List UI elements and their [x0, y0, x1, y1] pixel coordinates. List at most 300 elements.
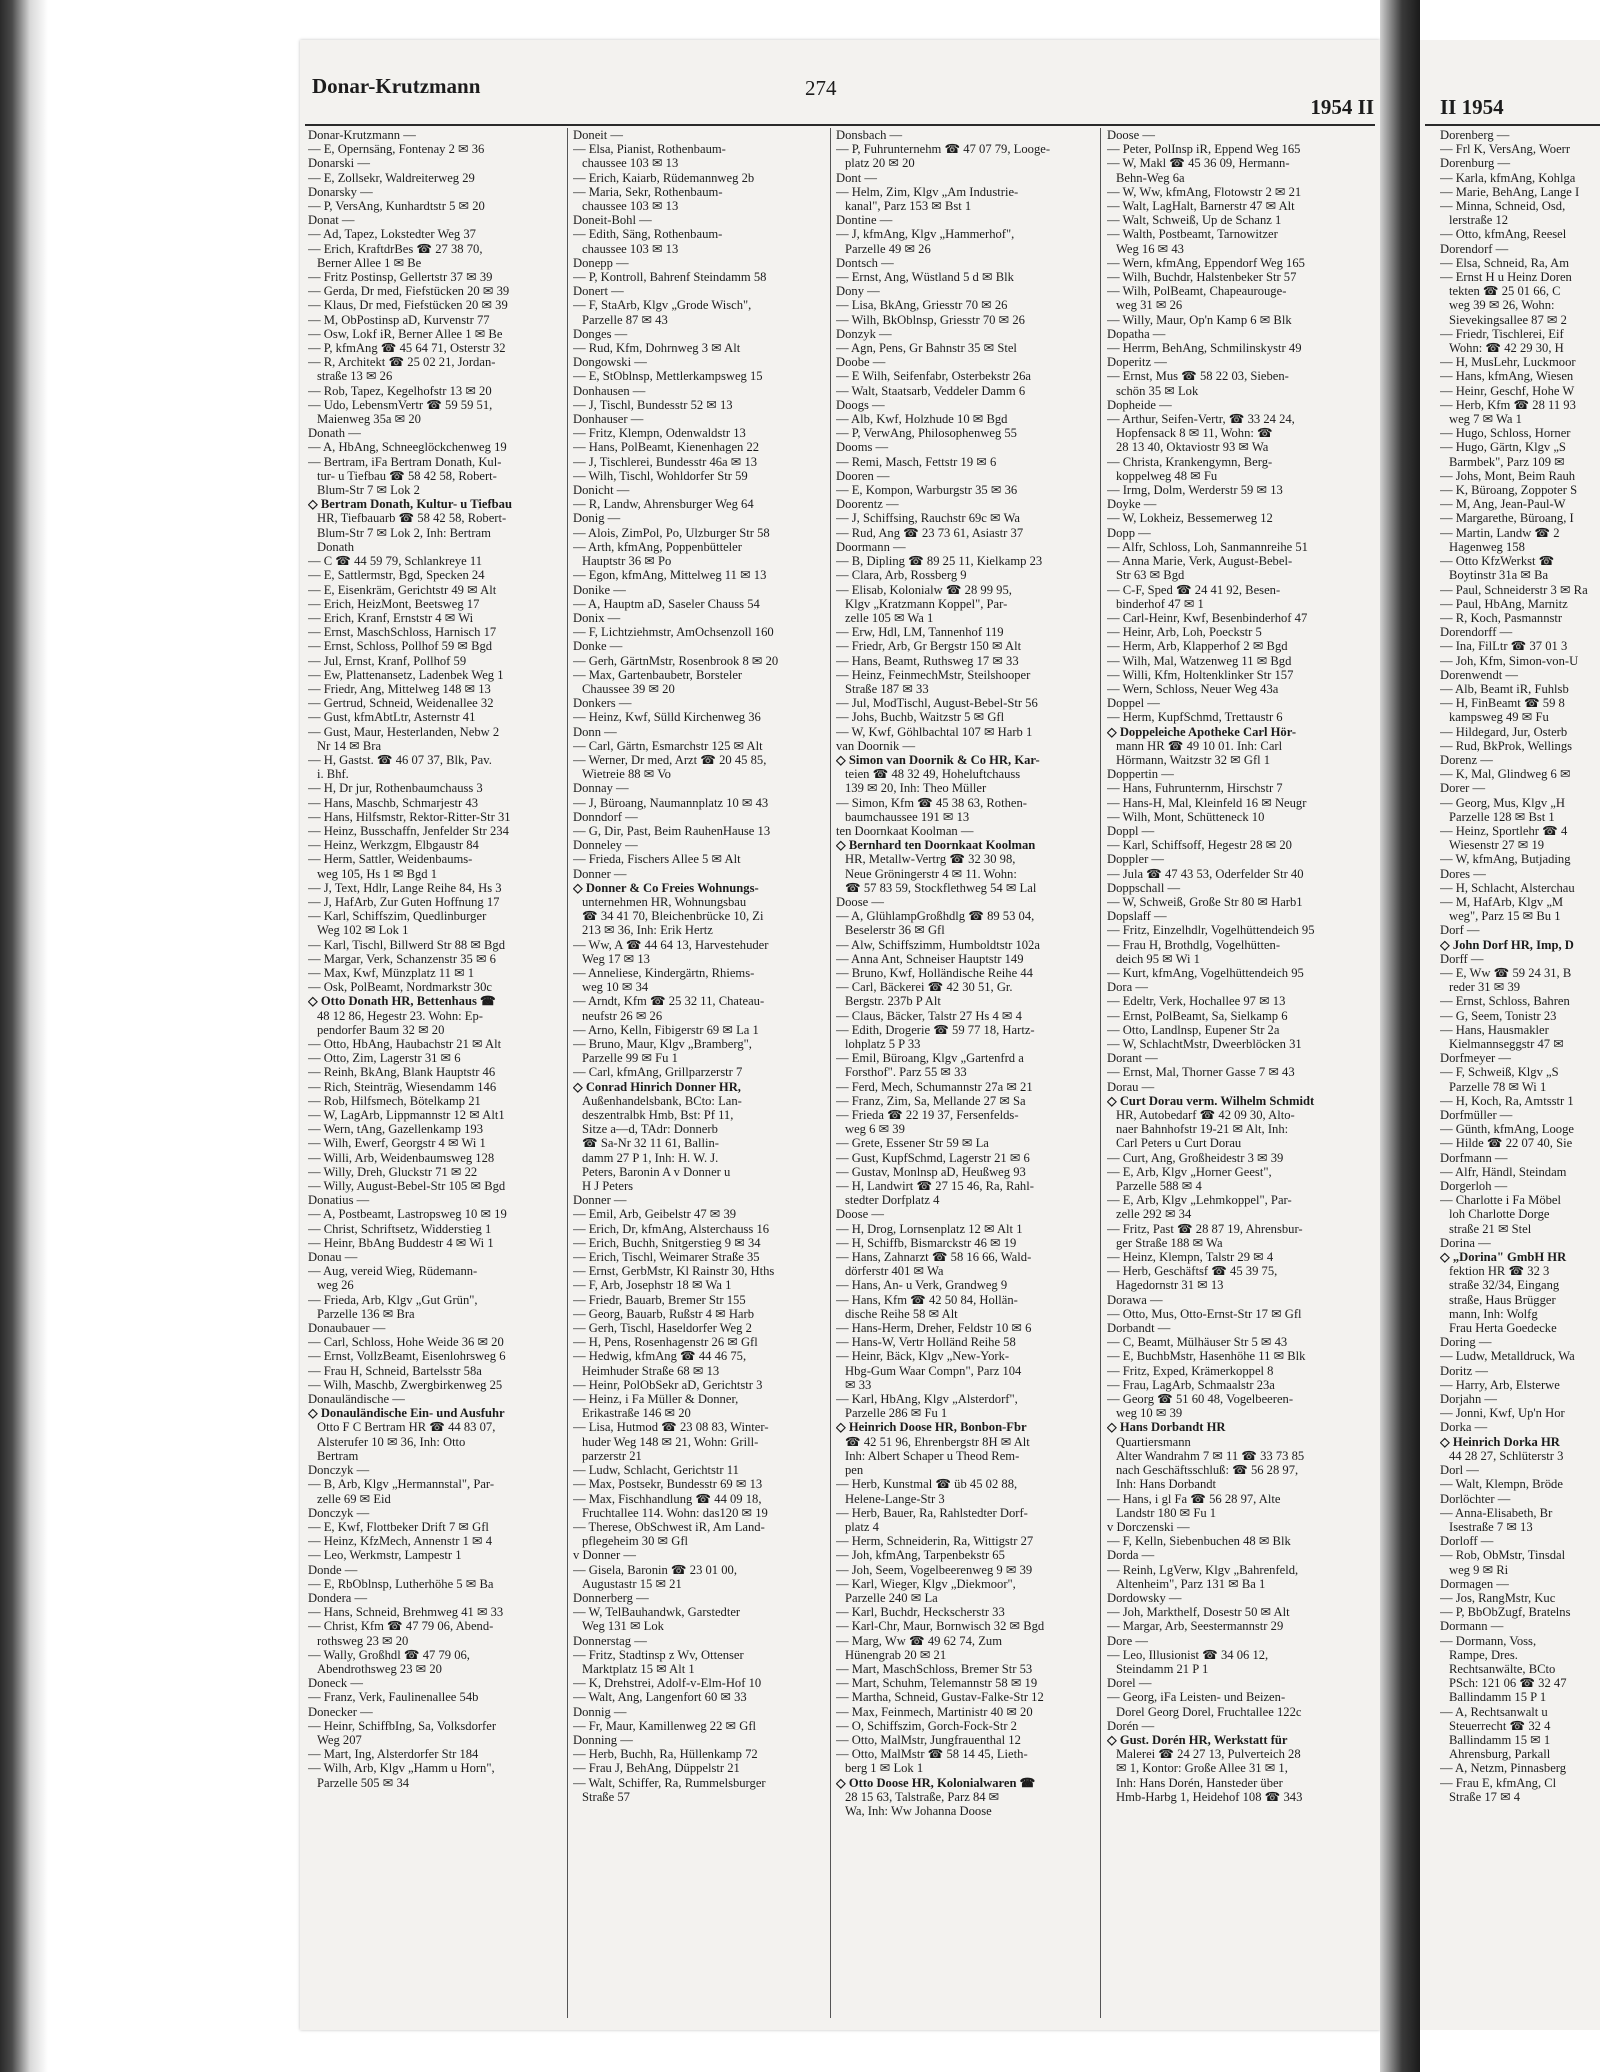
directory-entry: — Charlotte i Fa Möbel	[1440, 1193, 1562, 1208]
directory-entry: — Hans, Fuhrunternm, Hirschstr 7	[1107, 781, 1283, 796]
directory-entry: — Remi, Masch, Fettstr 19 ✉ 6	[836, 454, 997, 469]
entry-continuation: Carl Peters u Curt Dorau	[1116, 1136, 1242, 1151]
entry-continuation: HR, Metallw-Vertrg ☎ 32 30 98,	[845, 852, 1016, 867]
entry-continuation: Neue Gröningerstr 4 ✉ 11. Wohn:	[845, 866, 1017, 881]
directory-entry: — Johs, Buchb, Waitzstr 5 ✉ Gfl	[836, 710, 1005, 725]
directory-entry: — Frieda, Fischers Allee 5 ✉ Alt	[573, 852, 741, 867]
directory-entry: — Alois, ZimPol, Po, Ulzburger Str 58	[573, 525, 770, 540]
directory-entry: — Reinh, LgVerw, Klgv „Bahrenfeld,	[1107, 1562, 1299, 1577]
surname-heading: Donn —	[573, 724, 617, 739]
directory-entry: — W, Makl ☎ 45 36 09, Hermann-	[1107, 156, 1290, 171]
entry-continuation: Steindamm 21 P 1	[1116, 1661, 1209, 1676]
entry-continuation: Weg 131 ✉ Lok	[582, 1619, 664, 1634]
directory-entry: — A, Postbeamt, Lastropsweg 10 ✉ 19	[308, 1207, 507, 1222]
directory-entry: — K, Mal, Glindweg 6 ✉	[1440, 767, 1571, 782]
directory-entry: — W, Schweiß, Große Str 80 ✉ Harb1	[1107, 894, 1303, 909]
directory-entry: — Ernst, Mal, Thorner Gasse 7 ✉ 43	[1107, 1065, 1295, 1080]
entry-continuation: 28 13 40, Oktaviostr 93 ✉ Wa	[1116, 440, 1269, 455]
directory-entry: — Ernst, Schloss, Bahren	[1440, 994, 1570, 1009]
entry-continuation: Blum-Str 7 ✉ Lok 2	[317, 483, 420, 498]
directory-entry: — Hans-Herm, Dreher, Feldstr 10 ✉ 6	[836, 1321, 1032, 1336]
surname-heading: Doppl —	[1107, 823, 1155, 838]
entry-continuation: kanal", Parz 153 ✉ Bst 1	[845, 199, 972, 214]
directory-entry: — Georg, Bauarb, Rußstr 4 ✉ Harb	[573, 1306, 755, 1321]
entry-continuation: Abendrothsweg 23 ✉ 20	[317, 1661, 442, 1676]
directory-entry: — W, LagArb, Lippmannstr 12 ✉ Alt1	[308, 1108, 505, 1123]
entry-continuation: Str 63 ✉ Bgd	[1116, 568, 1185, 583]
directory-entry: — Walt, LagHalt, Barnerstr 47 ✉ Alt	[1107, 199, 1295, 214]
directory-entry: — Rud, Kfm, Dohrnweg 3 ✉ Alt	[573, 341, 741, 356]
directory-entry: — Erich, Dr, kfmAng, Alsterchauss 16	[573, 1221, 770, 1236]
directory-entry: — P, Kontroll, Bahrenf Steindamm 58	[573, 270, 767, 285]
directory-entry: — Helm, Zim, Klgv „Am Industrie-	[836, 184, 1019, 199]
directory-entry: — Herm, Arb, Klapperhof 2 ✉ Bgd	[1107, 639, 1288, 654]
surname-heading: Donarski —	[308, 156, 370, 171]
entry-continuation: Ballindamm 15 ✉ 1	[1449, 1732, 1551, 1747]
surname-heading: Doneck —	[308, 1676, 363, 1691]
next-page-header-rule	[1425, 124, 1600, 126]
directory-entry: — Erich, HeizMont, Beetsweg 17	[308, 596, 480, 611]
entry-continuation: berg 1 ✉ Lok 1	[845, 1761, 924, 1776]
entry-continuation: ✉ 1, Kontor: Große Allee 31 ✉ 1,	[1116, 1761, 1288, 1776]
directory-entry: — Ernst, Ang, Wüstland 5 d ✉ Blk	[836, 270, 1014, 285]
directory-entry: — Herb, Buchh, Ra, Hüllenkamp 72	[573, 1747, 758, 1762]
entry-continuation: weg 6 ✉ 39	[845, 1122, 905, 1137]
surname-heading: Dopheide —	[1107, 397, 1172, 412]
directory-entry: ◇ Bertram Donath, Kultur- u Tiefbau	[308, 497, 512, 512]
directory-entry: — Gustav, Monlnsp aD, Heußweg 93	[836, 1164, 1026, 1179]
directory-entry: — Gerh, Tischl, Haseldorfer Weg 2	[573, 1321, 752, 1336]
directory-entry: — Frau H, Brothdlg, Vogelhütten-	[1107, 937, 1281, 952]
entry-continuation: Parzelle 286 ✉ Fu 1	[845, 1406, 948, 1421]
directory-entry: — Karl, Wieger, Klgv „Diekmoor",	[836, 1576, 1016, 1591]
directory-entry: — Alb, Kwf, Holzhude 10 ✉ Bgd	[836, 412, 1008, 427]
directory-entry: — A, Rechtsanwalt u	[1440, 1704, 1548, 1719]
directory-column-1	[308, 128, 563, 2028]
directory-entry: ◇ Conrad Hinrich Donner HR,	[573, 1079, 741, 1094]
surname-heading: ten Doornkaat Koolman —	[836, 823, 974, 838]
surname-heading: Dorff —	[1440, 951, 1484, 966]
directory-entry: — Frieda, Arb, Klgv „Gut Grün",	[308, 1292, 478, 1307]
directory-entry: ◇ Simon van Doornik & Co HR, Kar-	[836, 752, 1040, 767]
directory-entry: — Johs, Mont, Beim Rauh	[1440, 468, 1576, 483]
directory-entry: — Otto, kfmAng, Reesel	[1440, 227, 1567, 242]
entry-continuation: weg 10 ✉ 34	[582, 980, 649, 995]
surname-heading: Dorjahn —	[1440, 1392, 1498, 1407]
entry-continuation: Steuerrecht ☎ 32 4	[1449, 1718, 1551, 1733]
directory-entry: — Carl, Gärtn, Esmarchstr 125 ✉ Alt	[573, 738, 763, 753]
directory-entry: — Otto, Zim, Lagerstr 31 ✉ 6	[308, 1051, 461, 1066]
directory-entry: — Arthur, Seifen-Vertr, ☎ 33 24 24,	[1107, 412, 1295, 427]
directory-entry: — Herb, Geschäftsf ☎ 45 39 75,	[1107, 1264, 1278, 1279]
directory-entry: — Georg ☎ 51 60 48, Vogelbeeren-	[1107, 1392, 1294, 1407]
directory-entry: — Georg, iFa Leisten- und Beizen-	[1107, 1690, 1286, 1705]
directory-entry: — Erw, Hdl, LM, Tannenhof 119	[836, 625, 1004, 640]
directory-entry: — Hans, PolBeamt, Kienenhagen 22	[573, 440, 760, 455]
entry-continuation: weg 31 ✉ 26	[1116, 298, 1183, 313]
directory-entry: ◇ Bernhard ten Doornkaat Koolman	[836, 838, 1036, 853]
directory-entry: ◇ Heinrich Doose HR, Bonbon-Fbr	[836, 1420, 1027, 1435]
directory-entry: — H, Drog, Lornsenplatz 12 ✉ Alt 1	[836, 1221, 1023, 1236]
entry-continuation: Hopfensack 8 ✉ 11, Wohn: ☎	[1116, 426, 1273, 441]
surname-heading: Dora —	[1107, 980, 1148, 995]
directory-entry: — Karl, Tischl, Billwerd Str 88 ✉ Bgd	[308, 937, 506, 952]
directory-entry: — F, Schweiß, Klgv „S	[1440, 1065, 1559, 1080]
surname-heading: Dorgerloh —	[1440, 1179, 1508, 1194]
directory-entry: — Karl, Schiffsoff, Hegestr 28 ✉ 20	[1107, 838, 1292, 853]
surname-heading: Dorén —	[1107, 1718, 1155, 1733]
surname-heading: Donike —	[573, 582, 626, 597]
surname-heading: Doppertin —	[1107, 767, 1174, 782]
directory-entry: — H, Landwirt ☎ 27 15 46, Ra, Rahl-	[836, 1179, 1034, 1194]
surname-heading: Donges —	[573, 326, 628, 341]
directory-entry: — W, TelBauhandwk, Garstedter	[573, 1605, 741, 1620]
directory-entry: — Lisa, Hutmod ☎ 23 08 83, Winter-	[573, 1420, 769, 1435]
directory-entry: — Herb, Kunstmal ☎ üb 45 02 88,	[836, 1477, 1018, 1492]
directory-entry: — H, Dr jur, Rothenbaumchauss 3	[308, 781, 483, 796]
entry-continuation: ☎ Sa-Nr 32 11 61, Ballin-	[582, 1136, 719, 1151]
entry-continuation: Hörmann, Waitzstr 32 ✉ Gfl 1	[1116, 752, 1271, 767]
directory-entry: — Wern, Schloss, Neuer Weg 43a	[1107, 681, 1279, 696]
directory-entry: — Herm, Schneiderin, Ra, Wittigstr 27	[836, 1534, 1034, 1549]
directory-entry: — Jos, RangMstr, Kuc	[1440, 1590, 1556, 1605]
surname-heading: Donath —	[308, 426, 361, 441]
directory-entry: — H, Gastst. ☎ 46 07 37, Blk, Pav.	[308, 752, 492, 767]
entry-continuation: Boytinstr 31a ✉ Ba	[1449, 568, 1549, 583]
surname-heading: Dorendorf —	[1440, 241, 1509, 256]
entry-continuation: Alsterufer 10 ✉ 36, Inh: Otto	[317, 1434, 466, 1449]
directory-entry: — Margar, Arb, Seestermannstr 29	[1107, 1619, 1284, 1634]
entry-continuation: Straße 17 ✉ 4	[1449, 1789, 1521, 1804]
directory-entry: — Martin, Landw ☎ 2	[1440, 525, 1560, 540]
entry-continuation: Blum-Str 7 ✉ Lok 2, Inh: Bertram	[317, 525, 491, 540]
directory-entry: — Margarethe, Büroang, I	[1440, 511, 1574, 526]
directory-entry: — Jul, ModTischl, August-Bebel-Str 56	[836, 696, 1038, 711]
entry-continuation: fektion HR ☎ 32 3	[1449, 1264, 1550, 1279]
directory-entry: — Wilh, Mont, Schütteneck 10	[1107, 809, 1265, 824]
entry-continuation: Donath	[317, 539, 355, 554]
entry-continuation: huder Weg 148 ✉ 21, Wohn: Grill-	[582, 1434, 759, 1449]
column-divider	[830, 128, 831, 2018]
surname-heading: Dopatha —	[1107, 326, 1166, 341]
directory-entry: — P, VersAng, Kunhardtstr 5 ✉ 20	[308, 199, 485, 214]
surname-heading: Dorda —	[1107, 1548, 1155, 1563]
directory-entry: — Hugo, Gärtn, Klgv „S	[1440, 440, 1566, 455]
directory-entry: — Wilh, Maschb, Zwergbirkenweg 25	[308, 1377, 503, 1392]
surname-heading: Dorlöchter —	[1440, 1491, 1511, 1506]
directory-entry: — Karl-Chr, Maur, Bornwisch 32 ✉ Bgd	[836, 1619, 1045, 1634]
directory-entry: — Herm, Sattler, Weidenbaums-	[308, 852, 473, 867]
entry-continuation: 139 ✉ 20, Inh: Theo Müller	[845, 781, 987, 796]
entry-continuation: Parzelle 99 ✉ Fu 1	[582, 1051, 678, 1066]
surname-heading: Donke —	[573, 639, 623, 654]
directory-entry: — Karl, Buchdr, Heckscherstr 33	[836, 1605, 1005, 1620]
book-gutter	[1380, 0, 1420, 2072]
directory-entry: — Max, Gartenbaubetr, Borsteler	[573, 667, 743, 682]
entry-continuation: platz 4	[845, 1519, 879, 1534]
entry-continuation: Parzelle 78 ✉ Wi 1	[1449, 1079, 1547, 1094]
directory-entry: — J, Büroang, Naumannplatz 10 ✉ 43	[573, 795, 769, 810]
scan-edge	[0, 0, 48, 2072]
directory-entry: — Bruno, Kwf, Holländische Reihe 44	[836, 965, 1033, 980]
entry-continuation: Hmb-Harbg 1, Heidehof 108 ☎ 343	[1116, 1789, 1303, 1804]
directory-entry: — P, VerwAng, Philosophenweg 55	[836, 426, 1017, 441]
entry-continuation: chaussee 103 ✉ 13	[582, 156, 679, 171]
directory-entry: — Clara, Arb, Rossberg 9	[836, 568, 967, 583]
entry-continuation: 44 28 27, Schlüterstr 3	[1449, 1448, 1564, 1463]
directory-entry: — Fritz, Einzelhdlr, Vogelhüttendeich 95	[1107, 923, 1315, 938]
directory-entry: — Gisela, Baronin ☎ 23 01 00,	[573, 1562, 737, 1577]
directory-entry: — C, Beamt, Mülhäuser Str 5 ✉ 43	[1107, 1335, 1288, 1350]
entry-continuation: Landstr 180 ✉ Fu 1	[1116, 1505, 1217, 1520]
entry-continuation: zelle 292 ✉ 34	[1116, 1207, 1192, 1222]
surname-heading: Donnig —	[573, 1704, 627, 1719]
surname-heading: Dorloff —	[1440, 1534, 1494, 1549]
directory-entry: — E Wilh, Seifenfabr, Osterbekstr 26a	[836, 369, 1031, 384]
entry-continuation: Weg 207	[317, 1732, 362, 1747]
directory-entry: — Hans, kfmAng, Wiesen	[1440, 369, 1574, 384]
entry-continuation: Isestraße 7 ✉ 13	[1449, 1519, 1533, 1534]
directory-entry: — Heinr, Bäck, Klgv „New-York-	[836, 1349, 1010, 1364]
surname-heading: Dorf —	[1440, 923, 1480, 938]
directory-column-4	[1107, 128, 1375, 2028]
surname-heading: Dondera —	[308, 1590, 368, 1605]
entry-continuation: Inh: Hans Dorén, Hansteder über	[1116, 1775, 1283, 1790]
directory-entry: — Frl K, VersAng, Woerr	[1440, 142, 1571, 157]
entry-continuation: pendorfer Baum 32 ✉ 20	[317, 1022, 445, 1037]
directory-entry: — Hans, Zahnarzt ☎ 58 16 66, Wald-	[836, 1250, 1032, 1265]
directory-entry: — P, Fuhrunternehm ☎ 47 07 79, Looge-	[836, 142, 1051, 157]
entry-continuation: deszentralbk Hmb, Bst: Pf 11,	[582, 1108, 734, 1123]
directory-entry: — Ludw, Metalldruck, Wa	[1440, 1349, 1575, 1364]
directory-entry: — W, Kwf, Göhlbachtal 107 ✉ Harb 1	[836, 724, 1033, 739]
surname-heading: Donarsky —	[308, 184, 373, 199]
surname-heading: Donhausen —	[573, 383, 646, 398]
surname-heading: Dores —	[1440, 866, 1486, 881]
directory-entry: ◇ Doppeleiche Apotheke Carl Hör-	[1107, 724, 1297, 739]
directory-entry: — Heinr, Geschf, Hohe W	[1440, 383, 1575, 398]
directory-entry: — Gertrud, Schneid, Weidenallee 32	[308, 696, 494, 711]
surname-heading: Donzyk —	[836, 326, 892, 341]
directory-entry: — E, Kwf, Flottbeker Drift 7 ✉ Gfl	[308, 1519, 489, 1534]
surname-heading: Dooms —	[836, 440, 889, 455]
directory-entry: — Rob, Tapez, Kegelhofstr 13 ✉ 20	[308, 383, 492, 398]
entry-continuation: naer Bahnhofstr 19-21 ✉ Alt, Inh:	[1116, 1122, 1289, 1137]
entry-continuation: weg", Parz 15 ✉ Bu 1	[1449, 909, 1561, 924]
entry-continuation: Frau Herta Goedecke	[1449, 1321, 1557, 1336]
directory-entry: — Otto, Mus, Otto-Ernst-Str 17 ✉ Gfl	[1107, 1306, 1302, 1321]
entry-continuation: Chaussee 39 ✉ 20	[582, 681, 675, 696]
directory-entry: — F, Kelln, Siebenbuchen 48 ✉ Blk	[1107, 1534, 1291, 1549]
entry-continuation: Barmbek", Parz 109 ✉	[1449, 454, 1565, 469]
directory-entry: — F, Arb, Josephstr 18 ✉ Wa 1	[573, 1278, 732, 1293]
directory-entry: — F, StaArb, Klgv „Grode Wisch",	[573, 298, 752, 313]
directory-entry: — Ww, A ☎ 44 64 13, Harvestehuder	[573, 937, 769, 952]
entry-continuation: dörferstr 401 ✉ Wa	[845, 1264, 944, 1279]
next-page-year-label: II 1954	[1440, 95, 1504, 119]
directory-entry: — E, StOblnsp, Mettlerkampsweg 15	[573, 369, 763, 384]
directory-entry: ◇ Hans Dorbandt HR	[1107, 1420, 1226, 1435]
entry-continuation: parzerstr 21	[582, 1448, 642, 1463]
directory-entry: — Heinr, Arb, Loh, Poeckstr 5	[1107, 625, 1262, 640]
directory-entry: — Klaus, Dr med, Fiefstücken 20 ✉ 39	[308, 298, 508, 313]
directory-entry: — Gerh, GärtnMstr, Rosenbrook 8 ✉ 20	[573, 653, 779, 668]
directory-entry: — H, Koch, Ra, Amtsstr 1	[1440, 1093, 1574, 1108]
directory-entry: — Lisa, BkAng, Griesstr 70 ✉ 26	[836, 298, 1008, 313]
surname-heading: Doose —	[836, 1207, 884, 1222]
directory-entry: — Heinz, i Fa Müller & Donner,	[573, 1392, 739, 1407]
entry-continuation: pen	[845, 1463, 864, 1478]
directory-entry: — J, Tischlerei, Bundesstr 46a ✉ 13	[573, 454, 758, 469]
directory-entry: — Hans, Kfm ☎ 42 50 84, Hollän-	[836, 1292, 1018, 1307]
entry-continuation: straße 32/34, Eingang	[1449, 1278, 1560, 1293]
directory-entry: — Willi, Arb, Weidenbaumsweg 128	[308, 1150, 495, 1165]
directory-entry: — Hans, i gl Fa ☎ 56 28 97, Alte	[1107, 1491, 1281, 1506]
surname-heading: Dordowsky —	[1107, 1590, 1182, 1605]
entry-continuation: weg 26	[317, 1278, 354, 1293]
surname-heading: Donaubauer —	[308, 1321, 386, 1336]
directory-entry: — Paul, HbAng, Marnitz	[1440, 596, 1568, 611]
surname-heading: Dorbandt —	[1107, 1321, 1171, 1336]
directory-entry: — Otto, Landlnsp, Eupener Str 2a	[1107, 1022, 1280, 1037]
entry-continuation: schön 35 ✉ Lok	[1116, 383, 1199, 398]
directory-entry: — Aug, vereid Wieg, Rüdemann-	[308, 1264, 478, 1279]
entry-continuation: lerstraße 12	[1449, 213, 1509, 228]
directory-entry: — Alw, Schiffszimm, Humboldtstr 102a	[836, 937, 1040, 952]
surname-heading: Dorau —	[1107, 1079, 1155, 1094]
surname-heading: Dorfmann —	[1440, 1150, 1508, 1165]
directory-entry: — Egon, kfmAng, Mittelweg 11 ✉ 13	[573, 568, 767, 583]
year-label: 1954 II	[1310, 95, 1374, 119]
surname-heading: Dont —	[836, 170, 877, 185]
surname-heading: Dorendorff —	[1440, 625, 1513, 640]
directory-entry: — Anna Marie, Verk, August-Bebel-	[1107, 554, 1293, 569]
surname-heading: Donhauser —	[573, 412, 644, 427]
directory-entry: — A, Hauptm aD, Saseler Chauss 54	[573, 596, 760, 611]
surname-heading: Doobe —	[836, 355, 886, 370]
directory-entry: — B, Dipling ☎ 89 25 11, Kielkamp 23	[836, 554, 1043, 569]
directory-entry: — J, Tischl, Bundesstr 52 ✉ 13	[573, 397, 733, 412]
entry-continuation: Maienweg 35a ✉ 20	[317, 412, 421, 427]
directory-entry: — Hans, Hausmakler	[1440, 1022, 1549, 1037]
entry-continuation: chaussee 103 ✉ 13	[582, 199, 679, 214]
directory-entry: — E, Sattlermstr, Bgd, Specken 24	[308, 568, 485, 583]
directory-entry: — W, kfmAng, Butjading	[1440, 852, 1571, 867]
directory-entry: — E, Arb, Klgv „Lehmkoppel", Par-	[1107, 1193, 1292, 1208]
directory-entry: — Joh, Kfm, Simon-von-U	[1440, 653, 1579, 668]
directory-entry: — Emil, Arb, Geibelstr 47 ✉ 39	[573, 1207, 737, 1222]
directory-entry: — G, Dir, Past, Beim RauhenHause 13	[573, 823, 771, 838]
entry-continuation: Fruchtallee 114. Wohn: das120 ✉ 19	[582, 1505, 768, 1520]
directory-entry: — J, Schiffsing, Rauchstr 69c ✉ Wa	[836, 511, 1020, 526]
directory-entry: — R, Architekt ☎ 25 02 21, Jordan-	[308, 355, 496, 370]
directory-entry: — Herm, KupfSchmd, Trettaustr 6	[1107, 710, 1283, 725]
directory-entry: — Erich, Tischl, Weimarer Straße 35	[573, 1250, 760, 1265]
surname-heading: Donau —	[308, 1250, 358, 1265]
directory-entry: — Willy, Dreh, Gluckstr 71 ✉ 22	[308, 1164, 478, 1179]
entry-continuation: i. Bhf.	[317, 767, 349, 782]
directory-entry: — Karl, Schiffszim, Quedlinburger	[308, 909, 487, 924]
directory-entry: — B, Arb, Klgv „Hermannstal", Par-	[308, 1477, 495, 1492]
surname-heading: Dony —	[836, 284, 880, 299]
directory-entry: — Paul, Schneiderstr 3 ✉ Ra	[1440, 582, 1588, 597]
directory-entry: — Otto KfzWerkst ☎	[1440, 554, 1555, 569]
entry-continuation: Malerei ☎ 24 27 13, Pulverteich 28	[1116, 1747, 1301, 1762]
entry-continuation: Parzelle 49 ✉ 26	[845, 241, 931, 256]
directory-entry: — Jula ☎ 47 43 53, Oderfelder Str 40	[1107, 866, 1304, 881]
entry-continuation: damm 27 P 1, Inh: H. W. J.	[582, 1150, 719, 1165]
directory-entry: — Rich, Steinträg, Wiesendamm 146	[308, 1079, 497, 1094]
surname-heading: Donert —	[573, 284, 624, 299]
directory-entry: — Heinz, Klempn, Talstr 29 ✉ 4	[1107, 1250, 1274, 1265]
directory-entry: — Jonni, Kwf, Up'n Hor	[1440, 1406, 1565, 1421]
entry-continuation: Rampe, Dres.	[1449, 1647, 1518, 1662]
entry-continuation: Behn-Weg 6a	[1116, 170, 1185, 185]
surname-heading: Donnay —	[573, 781, 629, 796]
entry-continuation: Peters, Baronin A v Donner u	[582, 1164, 731, 1179]
surname-heading: Donauländische —	[308, 1392, 405, 1407]
entry-continuation: Hbg-Gum Waar Compn", Parz 104	[845, 1363, 1022, 1378]
directory-entry: — Udo, LebensmVertr ☎ 59 59 51,	[308, 397, 493, 412]
directory-entry: — Herb, Kfm ☎ 28 11 93	[1440, 397, 1576, 412]
surname-heading: Donig —	[573, 511, 621, 526]
entry-continuation: Beselerstr 36 ✉ Gfl	[845, 923, 945, 938]
directory-entry: — Wilh, Arb, Klgv „Hamm u Horn",	[308, 1761, 495, 1776]
directory-entry: — Harry, Arb, Elsterwe	[1440, 1377, 1560, 1392]
directory-entry: ◇ John Dorf HR, Imp, D	[1440, 937, 1574, 952]
directory-entry: — Hans, An- u Verk, Grandweg 9	[836, 1278, 1008, 1293]
entry-continuation: HR, Autobedarf ☎ 42 09 30, Alto-	[1116, 1108, 1295, 1123]
directory-entry: — E, Opernsäng, Fontenay 2 ✉ 36	[308, 142, 485, 157]
surname-heading: Donneley —	[573, 838, 638, 853]
directory-entry: — Frau H, Schneid, Bartelsstr 58a	[308, 1363, 482, 1378]
entry-continuation: binderhof 47 ✉ 1	[1116, 596, 1204, 611]
surname-heading: v Dorczenski —	[1107, 1519, 1190, 1534]
directory-entry: — Osw, Lokf iR, Berner Allee 1 ✉ Be	[308, 326, 503, 341]
directory-entry: — Frau E, kfmAng, Cl	[1440, 1775, 1557, 1790]
directory-entry: — W, Ww, kfmAng, Flotowstr 2 ✉ 21	[1107, 184, 1302, 199]
entry-continuation: Parzelle 588 ✉ 4	[1116, 1179, 1202, 1194]
directory-entry: — Elsa, Schneid, Ra, Am	[1440, 255, 1570, 270]
entry-continuation: HR, Tiefbauarb ☎ 58 42 58, Robert-	[317, 511, 507, 526]
directory-entry: — Erich, KraftdrBes ☎ 27 38 70,	[308, 241, 483, 256]
surname-heading: Donsbach —	[836, 128, 903, 142]
entry-continuation: Parzelle 128 ✉ Bst 1	[1449, 809, 1555, 824]
column-divider	[567, 128, 568, 2018]
surname-heading: Dormann —	[1440, 1619, 1504, 1634]
surname-heading: Donatius —	[308, 1193, 370, 1208]
directory-entry: — Alfr, Händl, Steindam	[1440, 1164, 1567, 1179]
surname-heading: Donczyk —	[308, 1463, 370, 1478]
entry-continuation: platz 20 ✉ 20	[845, 156, 915, 171]
directory-entry: — C ☎ 44 59 79, Schlankreye 11	[308, 554, 483, 569]
directory-entry: — Dormann, Voss,	[1440, 1633, 1537, 1648]
directory-entry: — P, BbObZugf, Bratelns	[1440, 1605, 1571, 1620]
directory-entry: — O, Schiffszim, Gorch-Fock-Str 2	[836, 1718, 1017, 1733]
directory-entry: — Wern, kfmAng, Eppendorf Weg 165	[1107, 255, 1305, 270]
entry-continuation: Wohn: ☎ 42 29 30, H	[1449, 341, 1564, 356]
directory-entry: — Wilh, Mal, Watzenweg 11 ✉ Bgd	[1107, 653, 1292, 668]
directory-entry: — Carl, kfmAng, Grillparzerstr 7	[573, 1065, 743, 1080]
directory-entry: — W, SchlachtMstr, Dweerblöcken 31	[1107, 1037, 1302, 1051]
entry-continuation: Wietreie 88 ✉ Vo	[582, 767, 671, 782]
directory-entry: — Martha, Schneid, Gustav-Falke-Str 12	[836, 1690, 1044, 1705]
directory-entry: — E, Ww ☎ 59 24 31, B	[1440, 965, 1572, 980]
directory-entry: — Fritz, Exped, Krämerkoppel 8	[1107, 1363, 1274, 1378]
directory-entry: — Friedr, Arb, Gr Bergstr 150 ✉ Alt	[836, 639, 1022, 654]
directory-entry: — Bruno, Maur, Klgv „Bramberg",	[573, 1037, 752, 1051]
entry-continuation: Hagenweg 158	[1449, 539, 1525, 554]
